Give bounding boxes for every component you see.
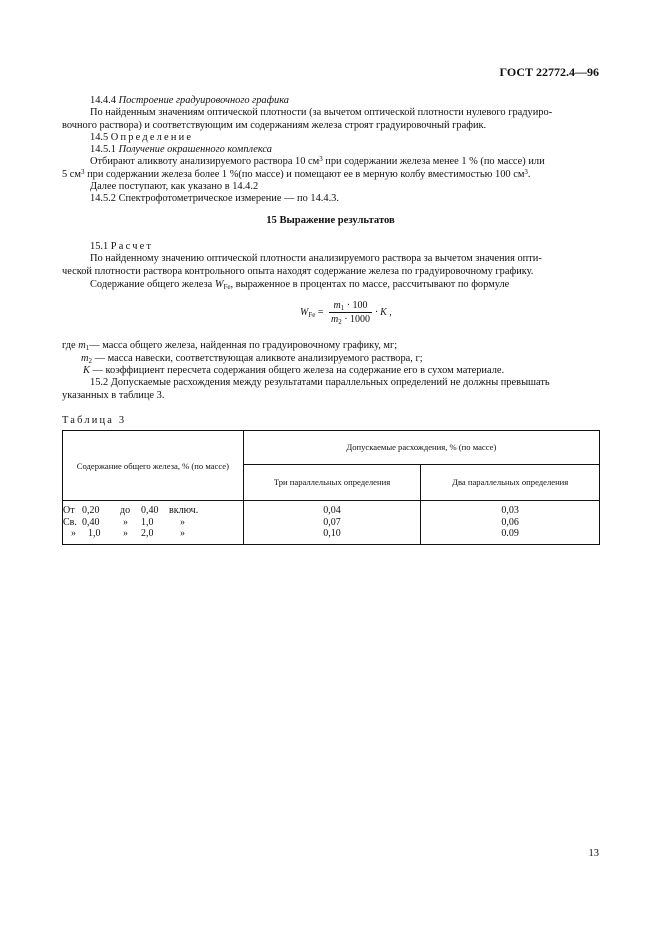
page-number: 13 [588,848,599,859]
clause-number: 14.5.1 [90,144,116,155]
paragraph-calculation [62,253,599,278]
formula: $W_{Fe}$ = $\frac{m_1 \cdot 100}{m_2 \cdot 1000}$ · K , [300,300,392,326]
header-two-determinations: Два параллельных определения [421,465,600,501]
clause-title: Получение окрашенного комплекса [118,144,272,155]
paragraph-aliquot [62,156,599,181]
header-tolerances: Допускаемые расхождения, % (по массе) [243,431,599,465]
clause-title: Расчет [110,241,154,252]
legend-line: $m_2$ — масса навески, соответствующая аликвоте анализируемого раствора, г; [81,352,423,365]
document-id: ГОСТ 22772.4—96 [499,65,599,79]
clause-number: 14.4.4 [90,95,116,106]
text-line: 5 $см^3$ при содержании железа более 1 %(по массе) и помещают ее в мерную колбу вместимостью 100 $см^3$. [62,167,531,180]
text-line: По найденным значениям оптической плотности (за вычетом оптической плотности нулевого градуиро- [90,107,553,118]
three-determinations-values [243,501,421,545]
clause-title: Построение градуировочного графика [118,95,289,106]
legend-line: где $m_1—$ масса общего железа, найденная по градуировочному графику, мг; [62,340,398,352]
header-three-determinations: Три параллельных определения [243,465,421,501]
clause-title: Определение [110,132,194,143]
range-line: От 0,20 до 0,40 включ. [63,505,199,516]
legend-line: K — коэффициент пересчета содержания общего железа на содержание его в сухом материале. [83,365,505,377]
text-line: Отбирают аликвоту анализируемого раствора 10 $см^3$ при содержании железа менее 1 % (по массе) или [90,155,545,167]
paragraph-formula-intro: Содержание общего железа $W_{Fe}$, выраженное в процентах по массе, рассчитывают по формуле [90,279,510,291]
text-line: ческой плотности раствора контрольного опыта находят содержание железа по градуировочному графику. [62,265,534,277]
text-line: вочного раствора) и соответствующим им содержаниям железа строят градуировочный график. [62,119,487,131]
header-iron-content: Содержание общего железа, % (по массе) [63,431,244,501]
tolerance-table [62,430,600,545]
value-cell: 0,10 [323,528,341,539]
text-line: 15.2 Допускаемые расхождения между результатами параллельных определений не должны превышать [90,377,550,388]
formula-fraction: $\frac{m_1 \cdot 100}{m_2 \cdot 1000}$ [330,300,371,326]
table-header-row [63,431,600,465]
paragraph-calibration [62,107,599,132]
clause-number: 15.1 [90,241,109,252]
formula-legend [62,340,599,378]
paragraph-14-5-2: 14.5.2 Спектрофотометрическое измерение — по 14.4.3. [90,193,339,204]
range-cell [63,501,244,545]
text-line: указанных в таблице 3. [62,389,165,401]
clause-number: 14.5 [90,132,109,143]
paragraph-14-4-4 [62,95,627,108]
value-cell: 0,03 [501,505,519,516]
range-line: » 1,0 » 2,0 » [71,528,185,539]
text-line: По найденному значению оптической плотности анализируемого раствора за вычетом значения опти- [90,253,542,264]
table-caption: Таблица 3 [62,415,127,426]
paragraph-14-5 [62,132,627,145]
value-cell: 0,04 [323,505,341,516]
paragraph-further: Далее поступают, как указано в 14.4.2 [90,181,259,192]
table-body-row [63,501,600,545]
range-line: Св. 0,40 » 1,0 » [63,516,185,528]
value-cell: 0,06 [501,516,519,528]
value-cell: 0,07 [323,516,341,528]
paragraph-15-2 [62,377,599,402]
paragraph-14-5-1 [62,144,627,157]
section-title: 15 Выражение результатов [266,215,395,226]
two-determinations-values [421,501,600,545]
paragraph-15-1 [62,241,627,254]
value-cell: 0.09 [501,528,519,539]
